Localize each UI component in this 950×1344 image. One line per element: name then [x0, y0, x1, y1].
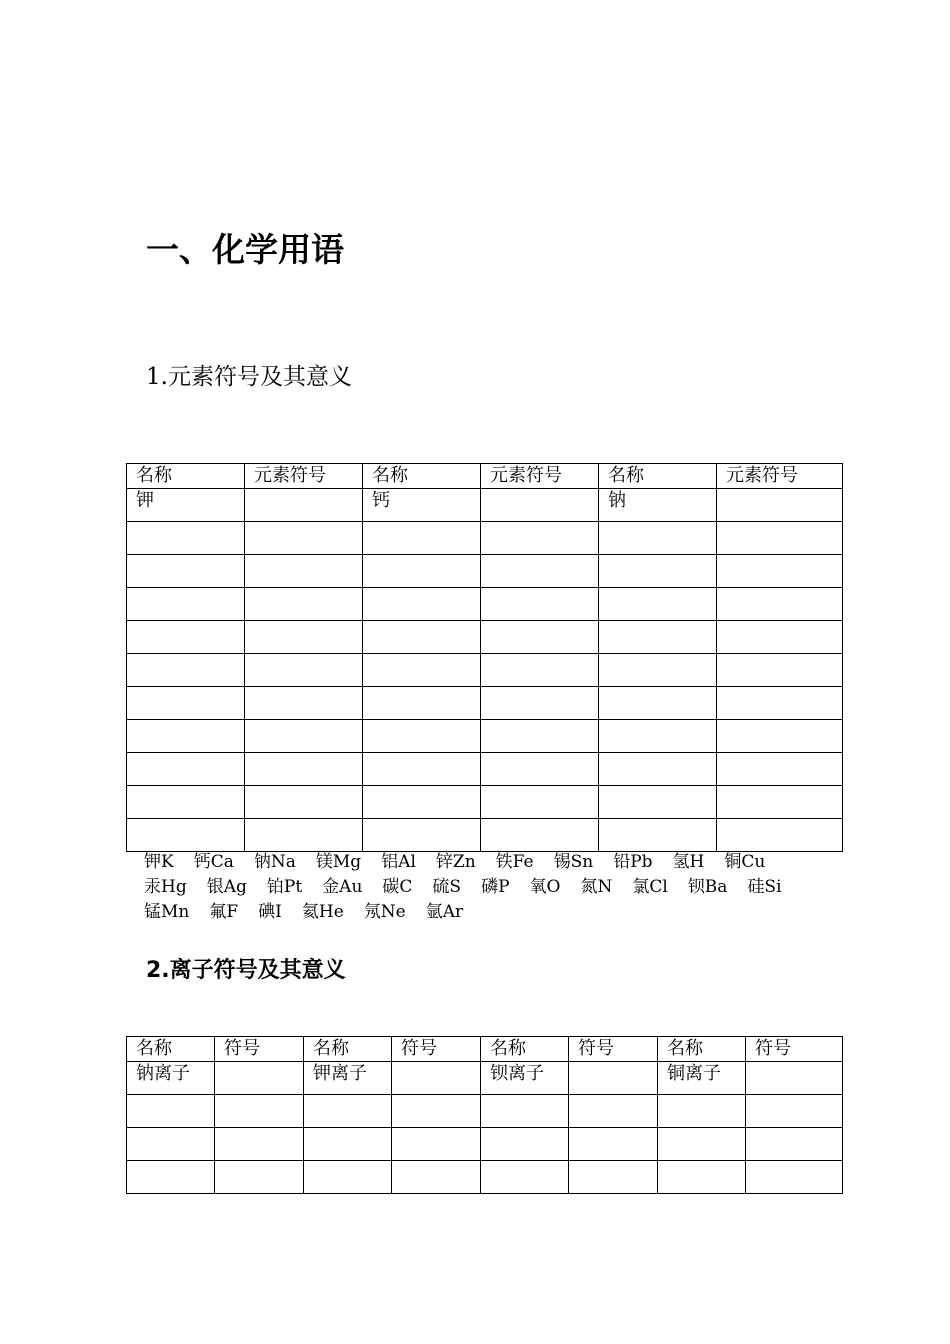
- table-cell: [392, 1161, 481, 1194]
- element-item: 碳C: [382, 877, 413, 897]
- table-cell: [127, 654, 245, 687]
- table-cell: [717, 555, 843, 588]
- table-cell: [658, 1095, 746, 1128]
- table-cell: [215, 1095, 304, 1128]
- table-cell: [599, 654, 717, 687]
- table-cell: [245, 621, 363, 654]
- element-item: 氢H: [672, 852, 705, 872]
- table-cell: [569, 1095, 658, 1128]
- table-cell: [215, 1128, 304, 1161]
- header-cell: 名称: [481, 1037, 569, 1062]
- table-cell: [717, 786, 843, 819]
- table-cell: [127, 786, 245, 819]
- table-cell: [717, 819, 843, 852]
- table-row: [127, 588, 843, 621]
- table-cell: [363, 621, 481, 654]
- table-cell: [599, 720, 717, 753]
- header-cell: 名称: [304, 1037, 392, 1062]
- table-cell: [481, 753, 599, 786]
- element-item: 硅Si: [747, 877, 782, 897]
- element-item: 氯Cl: [632, 877, 668, 897]
- table-cell: [717, 588, 843, 621]
- table-cell: [717, 687, 843, 720]
- element-item: 锌Zn: [435, 852, 476, 872]
- table-cell: [569, 1128, 658, 1161]
- table-cell: [127, 555, 245, 588]
- table-cell: [245, 753, 363, 786]
- element-item: 铅Pb: [613, 852, 653, 872]
- table-cell: [599, 687, 717, 720]
- element-item: 钠Na: [253, 852, 296, 872]
- table-cell: [363, 687, 481, 720]
- element-item: 镁Mg: [315, 852, 362, 872]
- table-row: [127, 786, 843, 819]
- table-cell: 铜离子: [658, 1062, 746, 1095]
- table-cell: [599, 819, 717, 852]
- table-cell: [127, 1095, 215, 1128]
- element-item: 氧O: [529, 877, 561, 897]
- element-item: 硫S: [432, 877, 462, 897]
- element-item: 钡Ba: [687, 877, 728, 897]
- element-item: 氟F: [209, 902, 239, 922]
- table-cell: [746, 1062, 843, 1095]
- header-cell: 符号: [215, 1037, 304, 1062]
- element-item: 氦He: [301, 902, 344, 922]
- element-item: 银Ag: [206, 877, 247, 897]
- header-cell: 符号: [392, 1037, 481, 1062]
- table-cell: [658, 1128, 746, 1161]
- table-cell: [481, 819, 599, 852]
- element-item: 氖Ne: [363, 902, 406, 922]
- table-row: [127, 654, 843, 687]
- table-row: [127, 1161, 843, 1194]
- element-list: [144, 850, 834, 925]
- element-item: 铜Cu: [724, 852, 766, 872]
- table-cell: [481, 588, 599, 621]
- table-cell: [599, 786, 717, 819]
- table-cell: [569, 1161, 658, 1194]
- table-cell: [363, 720, 481, 753]
- table-cell: [245, 588, 363, 621]
- table-cell: [481, 1128, 569, 1161]
- table-cell: [127, 687, 245, 720]
- element-item: 碘I: [258, 902, 282, 922]
- table-cell: [127, 588, 245, 621]
- table-cell: [481, 1095, 569, 1128]
- header-cell: 名称: [127, 1037, 215, 1062]
- table-row: [127, 621, 843, 654]
- table-cell: [304, 1095, 392, 1128]
- element-item: 铁Fe: [495, 852, 534, 872]
- header-cell: 名称: [127, 464, 245, 489]
- table-cell: 钡离子: [481, 1062, 569, 1095]
- header-cell: 元素符号: [481, 464, 599, 489]
- table-cell: [599, 522, 717, 555]
- table-row: [127, 753, 843, 786]
- table-cell: 钠离子: [127, 1062, 215, 1095]
- table-cell: 钠: [599, 489, 717, 522]
- table-cell: 钙: [363, 489, 481, 522]
- element-item: 磷P: [481, 877, 510, 897]
- header-cell: 符号: [569, 1037, 658, 1062]
- element-item: 氮N: [580, 877, 613, 897]
- table-cell: [215, 1062, 304, 1095]
- table-row: [127, 1095, 843, 1128]
- element-item: 钙Ca: [193, 852, 234, 872]
- table-cell: [363, 654, 481, 687]
- table-cell: [245, 522, 363, 555]
- table-cell: [481, 786, 599, 819]
- table-cell: [245, 555, 363, 588]
- element-item: 氩Ar: [425, 902, 464, 922]
- table-row: [127, 555, 843, 588]
- table-cell: [127, 753, 245, 786]
- ion-symbol-table: [126, 1036, 843, 1194]
- table-cell: [599, 555, 717, 588]
- table-cell: [304, 1128, 392, 1161]
- header-cell: 元素符号: [717, 464, 843, 489]
- table-cell: [481, 1161, 569, 1194]
- table-cell: [245, 819, 363, 852]
- table-cell: [481, 720, 599, 753]
- table-cell: [127, 819, 245, 852]
- table-cell: [245, 687, 363, 720]
- header-cell: 名称: [658, 1037, 746, 1062]
- table-cell: [215, 1161, 304, 1194]
- section2-title: 2.离子符号及其意义: [146, 958, 346, 983]
- table-row: [127, 720, 843, 753]
- table-cell: [127, 522, 245, 555]
- table-cell: 钾离子: [304, 1062, 392, 1095]
- table-cell: [363, 588, 481, 621]
- table-row: [127, 522, 843, 555]
- table-cell: [245, 489, 363, 522]
- element-item: 锡Sn: [553, 852, 594, 872]
- table-cell: [717, 753, 843, 786]
- table-cell: [717, 522, 843, 555]
- table-cell: [746, 1128, 843, 1161]
- table-cell: [127, 1161, 215, 1194]
- table-cell: [481, 522, 599, 555]
- table-cell: [658, 1161, 746, 1194]
- table-cell: [599, 753, 717, 786]
- table-cell: [717, 621, 843, 654]
- table-cell: [127, 621, 245, 654]
- table-cell: [245, 654, 363, 687]
- table-cell: [363, 786, 481, 819]
- table-row: [127, 1128, 843, 1161]
- table-cell: [481, 654, 599, 687]
- header-cell: 元素符号: [245, 464, 363, 489]
- table-cell: [481, 555, 599, 588]
- header-cell: 符号: [746, 1037, 843, 1062]
- section1-title: 1.元素符号及其意义: [146, 364, 352, 390]
- table-cell: [481, 489, 599, 522]
- element-item: 铝Al: [381, 852, 416, 872]
- header-cell: 名称: [599, 464, 717, 489]
- table-cell: [717, 489, 843, 522]
- table-cell: [363, 522, 481, 555]
- element-symbol-table: [126, 463, 843, 852]
- table-row: [127, 819, 843, 852]
- table-cell: [127, 1128, 215, 1161]
- table-cell: [599, 621, 717, 654]
- table-cell: 钾: [127, 489, 245, 522]
- table-cell: [717, 654, 843, 687]
- table-header-row: [127, 1037, 843, 1062]
- table-cell: [481, 687, 599, 720]
- table-cell: [363, 753, 481, 786]
- table-cell: [363, 555, 481, 588]
- table-row: [127, 489, 843, 522]
- table-cell: [392, 1128, 481, 1161]
- table-row: [127, 687, 843, 720]
- element-item: 锰Mn: [144, 902, 190, 922]
- table-cell: [363, 819, 481, 852]
- table-cell: [127, 720, 245, 753]
- table-header-row: [127, 464, 843, 489]
- header-cell: 名称: [363, 464, 481, 489]
- table-row: [127, 1062, 843, 1095]
- table-cell: [392, 1062, 481, 1095]
- element-item: 汞Hg: [144, 877, 187, 897]
- table-cell: [717, 720, 843, 753]
- table-cell: [245, 720, 363, 753]
- table-cell: [245, 786, 363, 819]
- page-title: 一、化学用语: [146, 230, 344, 269]
- element-item: 金Au: [322, 877, 363, 897]
- table-cell: [746, 1095, 843, 1128]
- table-cell: [569, 1062, 658, 1095]
- table-cell: [304, 1161, 392, 1194]
- element-item: 铂Pt: [266, 877, 303, 897]
- element-item: 钾K: [144, 852, 174, 872]
- table-cell: [392, 1095, 481, 1128]
- table-cell: [746, 1161, 843, 1194]
- table-cell: [481, 621, 599, 654]
- table-cell: [599, 588, 717, 621]
